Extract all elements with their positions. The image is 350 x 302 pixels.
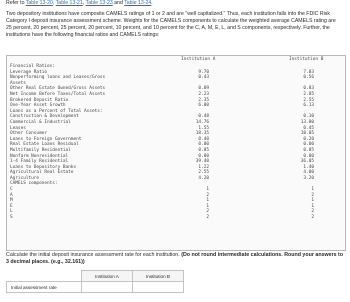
institution-b-value: 1: [311, 198, 314, 204]
financial-ratios-table: [6, 55, 346, 251]
row-label: A: [10, 192, 13, 198]
institution-b-value: 0.00: [303, 142, 314, 148]
row-label: Financial Ratios:: [10, 64, 55, 69]
references-line: Refer to Table 13-20, Table 13-21, Table 13-23 and Table 13-24.: [6, 0, 153, 6]
institution-a-value: 0.00: [198, 142, 209, 148]
row-label: S: [10, 215, 13, 221]
institution-a-value: 2.55: [198, 170, 209, 176]
institution-a-value: 39.40: [195, 159, 209, 165]
row-label: Multifamily Residential: [10, 147, 71, 153]
row-label: L: [10, 209, 13, 215]
institution-a-value: 0.00: [198, 153, 209, 159]
row-label: Loans to Depository Banks: [10, 164, 77, 170]
institution-b-value: 6.13: [303, 103, 314, 109]
row-label: Agriculture: [10, 175, 40, 181]
institution-b-rate-input[interactable]: [133, 282, 184, 293]
institution-b-value: 1: [311, 187, 314, 193]
column-header-institution-b: Institution B: [289, 57, 324, 62]
problem-description: Two depository institutions have composite CAMELS ratings of 1 or 2 and are "well capitalized." Thus, each institution falls into the FDIC Risk Category I deposit insurance assessment scheme. Weights for the CAMELS components to calculate the weighted average CAMELS rating are 25 percent, 20 percent, 25 percent, 20 percent, 10 percent, and 10 percent for the C, A, M, E, L, and S components, respectively. Further, the institutions have the following financial ratios and CAMELS ratings:: [6, 10, 336, 38]
institution-b-value: 0.10: [303, 114, 314, 120]
institution-a-value: 2.23: [198, 91, 209, 97]
table-row: [7, 215, 345, 221]
row-label: Real Estate Loans Residual: [10, 142, 79, 148]
institution-b-value: 1.40: [303, 164, 314, 170]
row-label: Net Income Before Taxes/Total Assets: [10, 91, 106, 97]
answer-row-label: Initial assessment rate: [7, 282, 82, 293]
row-label: Nonperforming loans and Leases/Gross: [10, 75, 106, 81]
row-label: Brokered Deposit Ratio: [10, 97, 69, 103]
institution-a-value: 2: [206, 209, 209, 215]
answer-table: [6, 270, 184, 293]
institution-a-value: 1: [206, 203, 209, 209]
institution-b-value: 13.80: [300, 119, 314, 125]
institution-b-value: 2.55: [303, 97, 314, 103]
institution-a-value: 1: [206, 187, 209, 193]
row-label: Leases: [10, 125, 26, 131]
institution-a-value: 0.85: [198, 147, 209, 153]
institution-a-value: 4.20: [198, 175, 209, 181]
instructions: [6, 252, 344, 266]
row-label: C: [10, 187, 13, 193]
table-body: [7, 64, 345, 221]
institution-b-value: 18.05: [300, 131, 314, 137]
institution-a-value: 14.76: [195, 119, 209, 125]
row-label: Nonfarm Nonresidential: [10, 153, 69, 159]
answer-row: [7, 282, 184, 293]
answer-corner: [7, 271, 82, 282]
row-label: Agricultural Real Estate: [10, 170, 74, 176]
institution-b-value: 36.05: [300, 159, 314, 165]
row-label: 1-4 Family Residential: [10, 159, 69, 165]
institution-b-value: 0.00: [303, 153, 314, 159]
table-header: [7, 56, 345, 64]
rounding-note: (Do not round intermediate calculations. Round your answers to 3 decimal places. (e.g., 32.161)): [6, 252, 344, 265]
institution-b-value: 2: [311, 215, 314, 221]
answer-header-row: [7, 271, 184, 282]
institution-a-value: 0.40: [198, 136, 209, 142]
answer-column-institution-a: Institution A: [82, 271, 133, 282]
instruction-text: Calculate the initial deposit insurance assessment rate for each institution.: [6, 252, 182, 258]
institution-b-value: 0.45: [303, 125, 314, 131]
institution-a-value: 0.09: [198, 86, 209, 92]
institution-b-value: 1: [311, 203, 314, 209]
row-label: Leverage Ratio: [10, 69, 48, 75]
institution-a-value: 18.35: [195, 131, 209, 137]
link-table-13-23[interactable]: Table 13-23: [85, 0, 113, 6]
institution-b-value: 4.00: [303, 170, 314, 176]
institution-b-value: 2.85: [303, 91, 314, 97]
institution-b-value: 0.56: [303, 75, 314, 81]
institution-b-value: 2: [311, 209, 314, 215]
row-label: Commercial & Industrial: [10, 119, 71, 125]
answer-column-institution-b: Institution B: [133, 271, 184, 282]
row-label: CAMELS components:: [10, 181, 58, 187]
institution-a-value: 1: [206, 198, 209, 204]
institution-b-value: 0.85: [303, 147, 314, 153]
row-label: E: [10, 203, 13, 209]
row-label: Other Real Estate Owned/Gross Assets: [10, 86, 106, 92]
institution-b-value: 2: [311, 192, 314, 198]
institution-a-value: 0.48: [198, 114, 209, 120]
row-label: M: [10, 198, 13, 204]
institution-a-value: 0.43: [198, 75, 209, 81]
institution-a-value: 2.35: [198, 97, 209, 103]
row-label: Construction & Development: [10, 114, 79, 120]
row-label: Loans to Foreign Government: [10, 136, 82, 142]
row-label: One-Year Asset Growth: [10, 103, 66, 109]
institution-a-value: 1.55: [198, 125, 209, 131]
problem-intro: [6, 0, 342, 43]
institution-a-value: 9.70: [198, 69, 209, 75]
link-table-13-24[interactable]: Table 13-24: [124, 0, 152, 6]
institution-a-value: 1.22: [198, 164, 209, 170]
link-table-13-20[interactable]: Table 13-20: [25, 0, 53, 6]
institution-b-value: 3.20: [303, 175, 314, 181]
column-header-institution-a: Institution A: [181, 57, 216, 62]
row-label: Other Consumer: [10, 131, 48, 137]
link-table-13-21[interactable]: Table 13-21: [55, 0, 83, 6]
refer-text: Refer to: [6, 0, 26, 6]
institution-b-value: 0.20: [303, 136, 314, 142]
institution-a-value: 2: [206, 192, 209, 198]
institution-b-value: 0.83: [303, 86, 314, 92]
row-label: Loans as a Percent of Total Assets:: [10, 108, 103, 114]
row-label: Assets: [10, 80, 26, 86]
institution-a-value: 6.80: [198, 103, 209, 109]
institution-b-value: 7.03: [303, 69, 314, 75]
institution-a-value: 2: [206, 215, 209, 221]
institution-a-rate-input[interactable]: [82, 282, 133, 293]
